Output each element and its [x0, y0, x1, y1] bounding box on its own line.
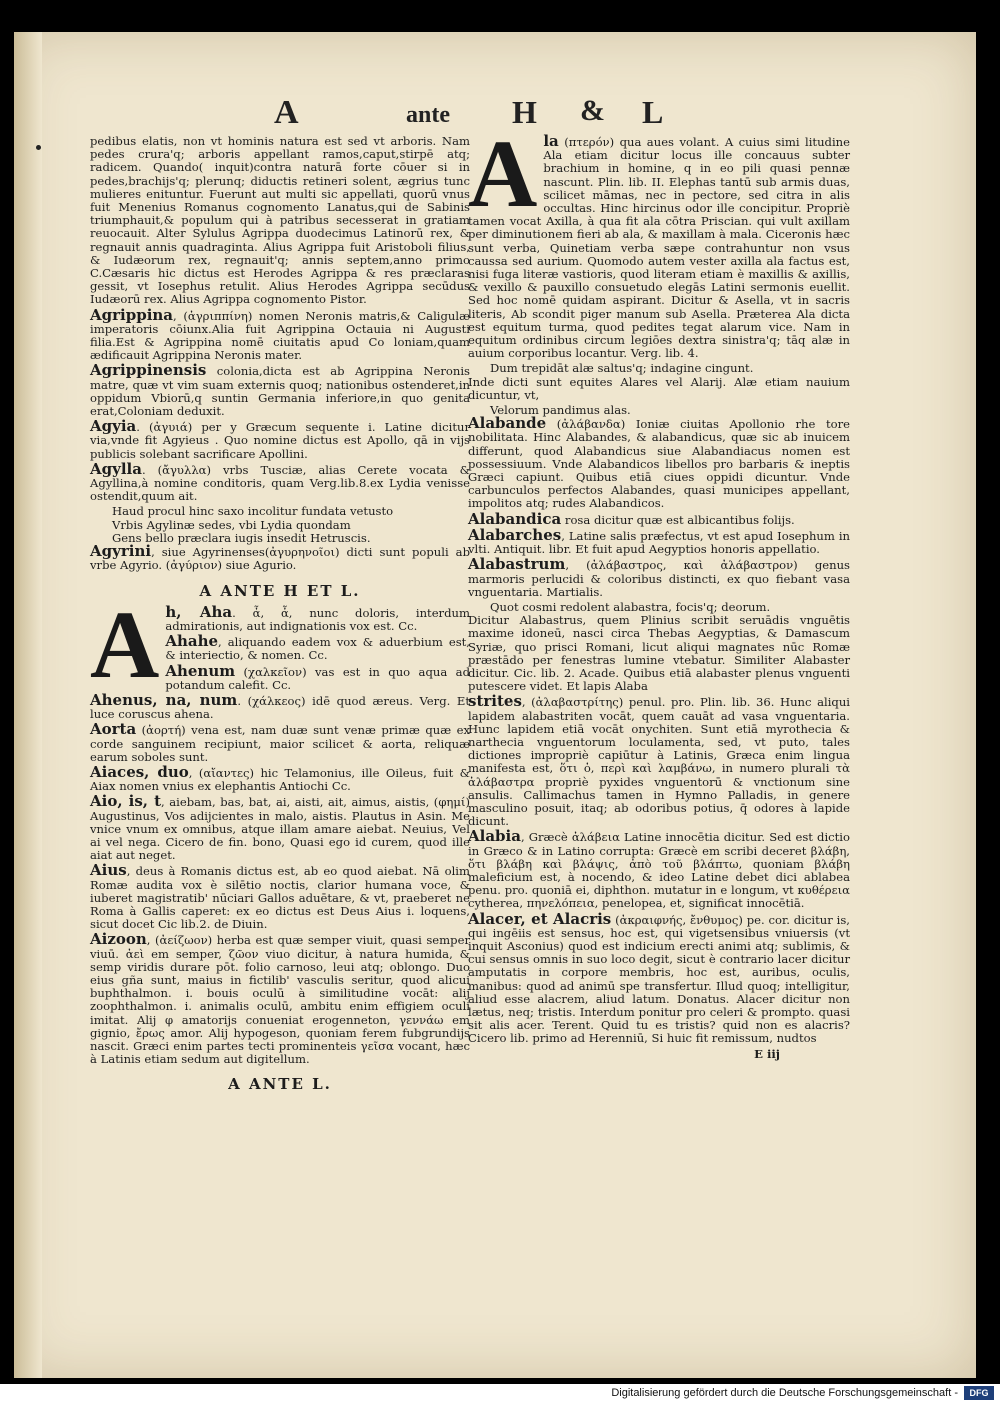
entry-aiaces — [90, 762, 470, 794]
headword: Agyrini — [90, 542, 152, 561]
entry-aio — [90, 792, 470, 863]
headword: Agyia — [90, 417, 137, 436]
entry-text: , deus à Romanis dictus est, ab eo quod aiebat. Nā olim Romæ audita vox è silētio noctis, clarior humana voce, & iuberet magistratib' nūciari Gallos aduētare, & vt, praeberet ne Roma à Gallis caperet: ex eo dictus est Deus Aius i. loquens, sicut docet Cic lib.2. de Diuin. — [90, 864, 470, 932]
closing-section-heading: A ANTE L. — [228, 1075, 332, 1094]
entry-agrippa-cont — [90, 135, 470, 307]
entry-text: , (ἀγριππίνη) nomen Neronis matris,& Caligulæ imperatoris cōiunx.Alia fuit Agrippina Octauia ni Augusti filia.Est & Agrippina nomē ciuitatis apud Co loniam,quam ædificauit Agrippina Neronis mater. — [90, 308, 470, 363]
headword: Alabandica — [468, 509, 562, 528]
entry-text: (ἀορτή) vena est, nam duæ sunt venæ primæ quæ ex corde sanguinem recipiunt, maior scilicet & aorta, reliquæ earum soboles sunt. — [90, 723, 470, 764]
headword: Aiaces, duo — [90, 762, 189, 781]
headword: Aius — [90, 861, 127, 880]
headword: strites — [468, 692, 522, 711]
entry-text: , Græcè ἀλάβεια Latine innocētia dicitur. Sed est dictio in Græco & in Latino corrupta: Græcè em scribi deceret βλάβη, ὅτι βλάβη καὶ βλάψις, ἀπὸ τοῦ βλάπτω, quoniam βλάβη maleficium est, à nocendo, & ideo Latine debet dici ablabea penu. pro. quoniā ei, diphthon. mutatur in e longum, vt κυθέρεια cytherea, πηνελόπεια, penelopea, et, significat innocētiā. — [468, 830, 850, 911]
entry-alabarches — [468, 525, 850, 557]
verse-line: Gens bello præclara iugis insedit Hetruscis. — [112, 530, 371, 545]
entry-text: (πτερόν) qua aues volant. A cuius simi litudine Ala etiam dicitur locus ille concauus subter brachium in homine, q in eo pili quasi pennæ nascunt. Plin. lib. II. Elephas tantū sub armis duas, scilicet māmas, nec in pectore, sed citra in alis occultas. Hinc hircinus odor ille concipitur. Propriè tamen vocat Axilla, à qua fit ala cōtra Priscian. qui vult axillam per diminutionem fieri ab ala, & maxillam à mala. Ciceronis hæc sunt verba, Quinetiam verba sæpe contrahuntur non vsus caussa sed aurium. Quomodo autem vester axilla ala factus est, nisi fuga literæ vastioris, quod literam etiam è maxillis & axillis, & vexillo & pauxillo consuetudo elegās Latini sermonis euellit. Sed hoc nomē quidam aspirant. Dicitur & Asella, vt in sacris literis, Ab scondit piger manum sub Asella. Præterea Ala dicta est equitum turma, quod pedites tegat alarum vice. Nam in equitum ordinibus circum legiōes dextra sinistra'q; tāq alæ in auium corporibus locantur. Verg. lib. 4. — [468, 135, 850, 361]
entry-text: , (αἴαντες) hic Telamonius, ille Oileus, fuit & Aiax nomen vnius ex elephantis Antiochi Cc. — [90, 765, 470, 794]
entry-text: , Latine salis præfectus, vt est apud Iosephum in vlti. Antiquit. libr. Et fuit apud Aegyptios honoris appellatio. — [468, 528, 850, 557]
entry-text: . (ἀγυιά) per y Græcum sequente i. Latine dicitur via,vnde fit Agyieus . Quo nomine dictus est Apollo, qā in vijs publicis solebant sacrificare Apollini. — [90, 420, 470, 461]
right-column — [468, 120, 850, 1061]
entry-text: Inde dicti sunt equites Alares vel Alarij. Alæ etiam nauium dicuntur, vt, — [468, 374, 850, 402]
entry-alabandica — [468, 509, 850, 528]
entry-text: rosa dicitur quæ est albicantibus folijs. — [561, 512, 795, 527]
running-head-ampersand: & — [580, 94, 605, 127]
verse-line: Dum trepidāt alæ saltus'q; indagine cingunt. — [490, 361, 754, 376]
entry-alabastrus — [468, 614, 850, 693]
running-head-ante: ante — [406, 102, 450, 128]
entry-alacer — [468, 909, 850, 1046]
entry-agyrini — [90, 542, 470, 573]
entry-text: , (ἀλαβαστρίτης) penul. pro. Plin. lib. 36. Hunc aliqui lapidem alabastriten vocāt, quem cauāt ad vasa vnguentaria. Hunc lapidem etiā vocāt onychiten. Sunt etiā myrothecia & narthecia vnguentorum loculamenta, sed, vt puto, tales dictiones impropriè capiūtur à Latinis, Græca enim lingua manifesta est, ὅτι ὁ, περὶ καὶ λαμβάνω, in numero plurali τὰ ἀλάβαστρα propriè pyxides vnguentorū & vnctionum sine ansulis. Callimachus tamen in Hymno Palladis, in genere masculino posuit, itaq; ab odoribus potius, q̄ odores à lapide dicunt. — [468, 695, 850, 829]
entry-text: (χαλκεῖον) vas est in quo aqua ad potandum calefit. Cc. — [165, 664, 470, 692]
section-heading: A ANTE H ET L. — [199, 581, 361, 600]
headword: Alacer, et Alacris — [468, 909, 612, 928]
entry-text: , (ἀείζωον) herba est quæ semper viuit, quasi semper viuū. ἀεὶ em semper, ζῶον viuo dicitur, à natura humida, & semp viridis durare pōt. folio carnoso, leui atq; oblongo. Duo eius gña sunt, maius in fictilib' vasculis seritur, quod alicui buphthalmon. i. bouis oculū à similitudine vocāt: alij zoophthalmon. i. animalis oculū, ambitu enim effigiem oculi imitat. Alij φ amatorijs conueniat erogenneton, γεννάω em gignio, ἔρως amor. Alij hypogeson, quoniam ferem fubgrundijs nascit. Græci enim partes tecti prominenteis γεῖσα vocant, hæc à Latinis etiam sedum aut digitellum. — [90, 933, 470, 1067]
dfg-logo-icon: DFG — [964, 1386, 994, 1400]
verse-line: Velorum pandimus alas. — [490, 403, 631, 418]
entry-aorta — [90, 720, 470, 764]
entry-alabastrites — [468, 692, 850, 829]
left-column — [90, 135, 470, 1100]
drop-cap: A — [90, 590, 160, 698]
headword: Ahenum — [165, 661, 236, 680]
entry-text: . ἆ, ἆ, nunc doloris, interdum admirationis, aut indignationis vox est. Cc. — [165, 605, 470, 633]
running-head-a: A — [274, 94, 299, 131]
running-head-h: H — [512, 94, 537, 130]
entry-agylla — [90, 459, 470, 504]
headword: h, Aha — [165, 602, 233, 621]
entry-text: , aliquando eadem vox & aduerbium est, & interiectio, & nomen. Cc. — [165, 635, 470, 663]
headword: Alabastrum — [468, 555, 566, 574]
book-page — [14, 32, 976, 1378]
entry-text: colonia,dicta est ab Agrippina Neronis matre, quæ vt vim suam externis quoq; nationibus ostenderet,in oppidum Vbiorū,q suntin Germania inferiore,in quo genita erat,Coloniam deduxit. — [90, 364, 470, 419]
headword: Aorta — [90, 720, 137, 739]
headword: Agrippina — [90, 305, 174, 324]
page-gutter-shadow — [14, 32, 42, 1378]
entry-aius — [90, 861, 470, 932]
ala-block — [468, 120, 850, 361]
headword: Ahenus, na, num — [90, 690, 238, 709]
entry-ahenus — [90, 690, 470, 722]
entry-text: pedibus elatis, non vt hominis natura est sed vt arboris. Nam pedes crura'q; arboris appellant ramos,caput,stirpē atq; radicem. Quando( inquit)contra naturā forte cōuer si in pedes,brachijs'q; plerunq; diductis retineri solent, ægrius tunc mulieres enituntur. Fuerunt aut multi sic appellati, quorū vnus fuit Menenius Romanus cognomento Lanatus,qui de Sabinis triumphauit,& populum qui à patribus secesserat in gratiam reuocauit. Alter Sylulus Agrippa duodecimus Latinorū rex, & regnauit annis quadraginta. Alius Agrippa fuit Aristoboli filius, & Iudæorum rex, regnauit'q; annis septem,anno primo C.Cæsaris hic dictus est Herodes Agrippa & res præclaras gessit, vt Iosephus retulit. Alius Herodes Agrippa secūdus Iudæorū rex. Alius Agrippa cognomento Pistor. — [90, 134, 470, 307]
verse-quote — [90, 505, 470, 545]
entry-text: (ἀκραιφνής, ἔνθυμος) pe. cor. dicitur is, qui ingēiis est sensus, hoc est, qui vigetsensibus vniuersis (vt inquit Asconius) quod est indicium erecti animi atq; sublimis, & cui sensus omnis in suo loco degit, sicut è contrario lacer dicitur amputatis in corpore membris, hoc est, auribus, oculis, manibus: quod ad animū spe transfertur. Illud quoq; intelligitur, aliud esse alacrem, aliud latum. Donatus. Alacer dicitur non lætus, neq; tristis. Interdum ponitur pro celeri & prompto. quasi sit alis acer. Terent. Quid tu es tristis? quid non es alacris? Cicero lib. primo ad Herenniū, Si huic fit remissum, nudtos — [468, 912, 850, 1046]
entry-agrippina — [90, 305, 470, 363]
signature-mark: E iij — [754, 1046, 780, 1061]
entry-text: . (χάλκεος) idē quod æreus. Verg. Et luce coruscus ahena. — [90, 693, 470, 722]
verse-line: Vrbis Agylinæ sedes, vbi Lydia quondam — [112, 517, 351, 532]
entry-text: (ἀλάβανδα) Ioniæ ciuitas Apollonio rhe tore nobilitata. Hinc Alabandes, & alabandicus, quæ sic ab inuicem differunt, quod Alabandicus siue Alabandiacus nomen est possessiuum. Vnde Alabandicos libellos pro barbaris & ineptis Græci capiunt. Quibus etiā ciues oppidi dicuntur. Vnde carbunculos perfectos Alabandes, quasi municipes appellant, impolitos atq; rudes Alabandicos. — [468, 417, 850, 511]
verse-line: Quot cosmi redolent alabastra, focis'q; deorum. — [490, 599, 771, 614]
headword: Alabia — [468, 827, 521, 846]
margin-mark — [36, 145, 41, 150]
footer-credit: Digitalisierung gefördert durch die Deutsche Forschungsgemeinschaft - — [611, 1387, 958, 1399]
entry-alabande — [468, 414, 850, 511]
entry-text: , siue Agyrinenses(ἀγυρηνοῖοι) dicti sunt populi ab vrbe Agyrio. (ἀγύριον) siue Agurio. — [90, 545, 470, 573]
entry-text: Dicitur Alabastrus, quem Plinius scribit seruādis vnguētis maxime idoneū, nasci circa Thebas Aegyptias, & Damascum Syriæ, quo prisci Romani, licut aliqui magnates nūc Romæ præstādo per fenestras lumine vtebatur. Similiter Alabaster dicitur. Cic. lib. 2. Acade. Quibus etiā alabaster plenus vnguenti putescere videt. Et lapis Alaba — [468, 613, 850, 694]
headword: Alabarches — [468, 525, 562, 544]
headword: Ahahe — [165, 632, 219, 651]
entry-text: , (ἀλάβαστρος, καὶ ἀλάβαστρον) genus marmoris perlucidi & coloribus distincti, ex quo fiebant vasa vnguentaria. Martialis. — [468, 558, 850, 599]
headword: Agylla — [90, 459, 142, 478]
footer-bar — [0, 1384, 1000, 1404]
entry-text: . (ἄγυλλα) vrbs Tusciæ, alias Cerete vocata & Agyllina,à nomine conditoris, quam Verg.lib.8.ex Lydia venisse ostendit,quum ait. — [90, 462, 470, 504]
headword: Alabande — [468, 414, 547, 433]
entry-alabia — [468, 827, 850, 911]
verse-line: Haud procul hinc saxo incolitur fundata vetusto — [112, 504, 394, 519]
entry-agrippinensis — [90, 361, 470, 419]
entry-alabastrum — [468, 555, 850, 599]
entry-text: , aiebam, bas, bat, ai, aisti, ait, aimus, aistis, (φημί) Augustinus, Vos adijcientes in malo, aistis. Plautus in Asin. Me vnice vnum ex omnibus, atque illam amare aiebat. Neuius, Vel ai vel nega. Cicero de fin. bono, Quasi ego id curem, quod ille aiat aut neget. — [90, 795, 470, 863]
running-head-l: L — [642, 94, 664, 130]
headword: Agrippinensis — [90, 361, 207, 380]
entry-ala-cont — [468, 376, 850, 402]
entry-aizoon — [90, 930, 470, 1067]
headword: la — [543, 132, 559, 150]
headword: Aizoon — [90, 930, 147, 949]
drop-cap: A — [468, 120, 538, 227]
headword: Aio, is, t — [90, 792, 161, 811]
entry-agyia — [90, 417, 470, 461]
